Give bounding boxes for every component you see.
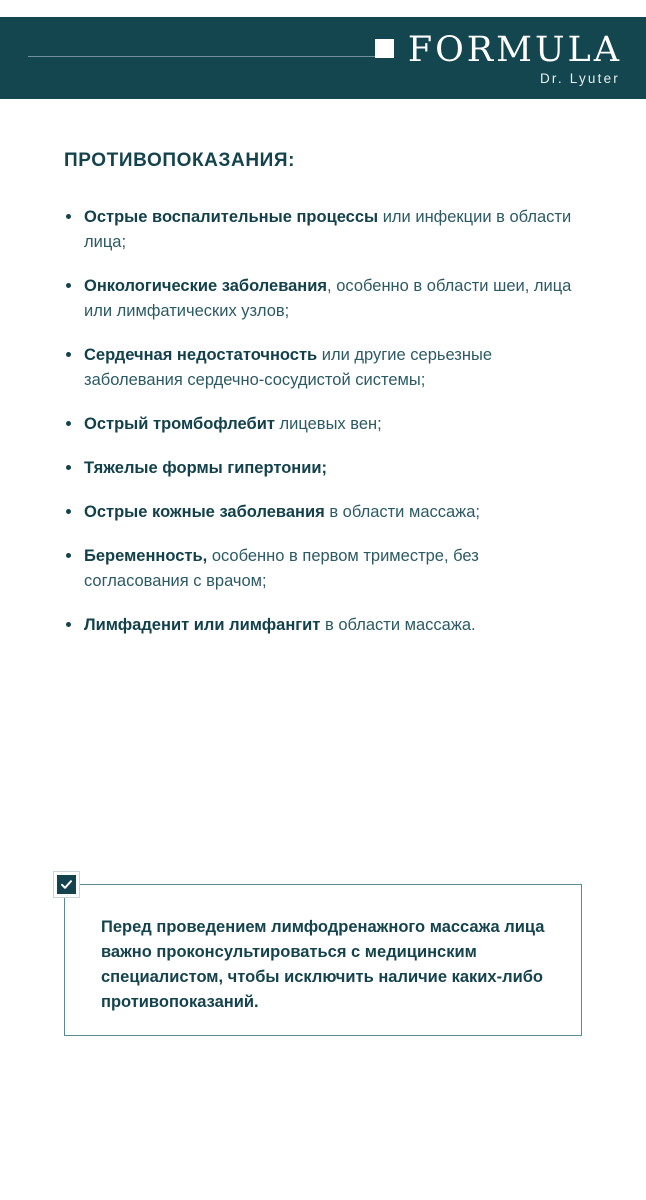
bullet-icon <box>66 214 71 219</box>
list-item <box>64 205 584 255</box>
list-item-bold: Онкологические заболевания <box>84 277 328 295</box>
list-item-bold: Острый тромбофлебит <box>84 415 275 433</box>
page-header <box>0 17 646 99</box>
note-box <box>64 884 582 1036</box>
list-item <box>64 412 584 437</box>
list-item-text: или инфекции в области лица; <box>84 208 572 251</box>
brand-subtitle: Dr. Lyuter <box>539 71 620 86</box>
list-item-bold: Сердечная недостаточность <box>84 346 318 364</box>
list-item-text: или другие серьезные заболевания сердечно-сосудистой системы; <box>84 346 493 389</box>
list-item <box>64 456 584 481</box>
list-item-bold: Лимфаденит или лимфангит <box>84 616 321 634</box>
list-item <box>64 343 584 393</box>
list-item-text: , особенно в области шеи, лица или лимфатических узлов; <box>84 277 572 320</box>
note-text: Перед проведением лимфодренажного массажа лица важно проконсультироваться с медицинским специалистом, чтобы исключить наличие каких-либо противопоказаний. <box>101 918 545 1011</box>
bullet-icon <box>66 553 71 558</box>
list-item <box>64 274 584 324</box>
square-icon <box>375 39 394 58</box>
list-item <box>64 613 584 638</box>
list-item-text: особенно в первом триместре, без согласования с врачом; <box>84 547 479 590</box>
list-item-bold: Острые воспалительные процессы <box>84 208 379 226</box>
list-item-text: в области массажа. <box>320 616 476 634</box>
bullet-icon <box>66 465 71 470</box>
contraindications-list <box>64 205 584 657</box>
list-item-text: лицевых вен; <box>274 415 382 433</box>
bullet-icon <box>66 352 71 357</box>
bullet-icon <box>66 509 71 514</box>
list-item <box>64 500 584 525</box>
check-icon <box>54 872 79 897</box>
brand-name: FORMULA <box>407 30 622 70</box>
bullet-icon <box>66 283 71 288</box>
bullet-icon <box>66 421 71 426</box>
list-item-bold: Тяжелые формы гипертонии; <box>84 459 328 477</box>
header-divider <box>28 56 388 57</box>
list-item-bold: Беременность, <box>84 547 208 565</box>
brand-logo <box>375 31 622 86</box>
bullet-icon <box>66 622 71 627</box>
list-item-bold: Острые кожные заболевания <box>84 503 325 521</box>
list-item-text: в области массажа; <box>324 503 480 521</box>
list-item <box>64 544 584 594</box>
page-title: ПРОТИВОПОКАЗАНИЯ: <box>64 150 296 171</box>
